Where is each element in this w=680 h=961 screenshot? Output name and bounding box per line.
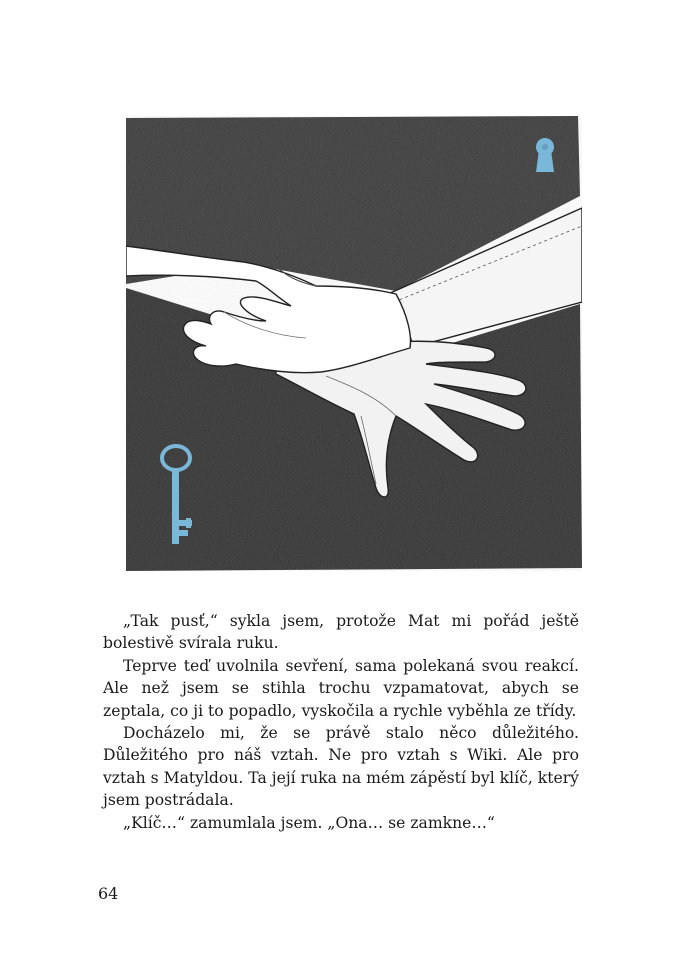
paragraph: „Tak pusť,“ sykla jsem, protože Mat mi pořád ještě bolestivě svírala ruku. [103, 612, 579, 653]
page-number: 64 [98, 884, 119, 903]
paragraph: Teprve teď uvolnila sevření, sama polekaná svou reakcí. Ale než jsem se stihla trochu vzpamatovat, abych se zeptala, co ji to popadlo, vyskočila a rychle vyběhla ze třídy. [103, 656, 579, 720]
paragraph: Docházelo mi, že se právě stalo něco důležitého. Důležitého pro náš vztah. Ne pro vztah s Wiki. Ale pro vztah s Matyldou. Ta její ruka na mém zápěstí byl klíč, který jsem postrádala. [103, 724, 579, 810]
paragraph: „Klíč…“ zamumlala jsem. „Ona… se zamkne…“ [123, 813, 495, 832]
illustration [126, 116, 582, 571]
keyhole-icon [536, 138, 554, 172]
body-text [103, 610, 579, 834]
